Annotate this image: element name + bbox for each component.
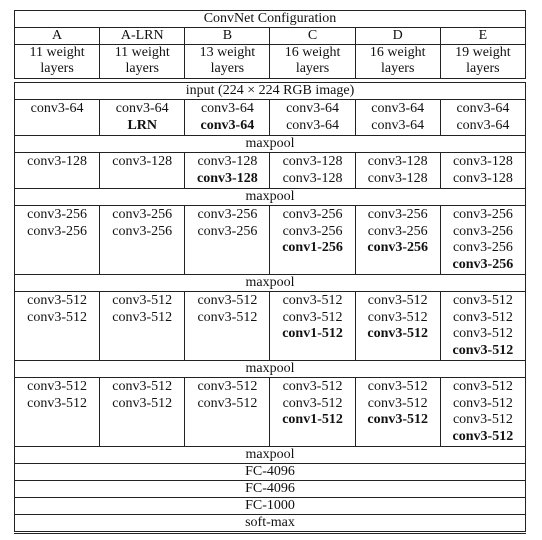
layer-name: conv3-512 [282, 395, 343, 411]
layer-name: conv3-512 [452, 326, 513, 341]
layer-name: conv3-256 [112, 207, 173, 222]
layer-name: conv1-512 [282, 326, 343, 341]
table-title: ConvNet Configuration [15, 11, 526, 28]
depth-line: layers [380, 61, 415, 76]
layer-cell [355, 378, 440, 447]
tail-layer: FC-1000 [15, 498, 526, 515]
layer-name: conv3-128 [452, 170, 513, 186]
layer-name: conv3-256 [452, 223, 513, 239]
layer-cell [15, 100, 100, 136]
layer-name: conv3-256 [452, 256, 514, 272]
title-row [15, 11, 526, 28]
maxpool-label: maxpool [15, 447, 526, 464]
layer-name: conv3-256 [282, 223, 343, 239]
stage-4-row [15, 292, 526, 361]
depth-cell [100, 45, 185, 79]
layer-name: conv3-128 [27, 154, 88, 169]
column-name: B [185, 28, 270, 45]
layer-name: conv3-512 [452, 395, 513, 411]
layer-name: conv3-512 [452, 428, 514, 444]
layer-name: conv3-128 [112, 154, 173, 169]
maxpool-label-row [15, 447, 526, 464]
layer-cell [355, 153, 440, 189]
layer-cell [15, 206, 100, 275]
depth-line: 13 weight [199, 45, 256, 60]
layer-cell [15, 292, 100, 361]
maxpool-label: maxpool [15, 275, 526, 292]
layer-name: conv3-256 [27, 207, 88, 222]
layer-name: conv3-512 [282, 379, 343, 394]
convnet-configuration-table [14, 10, 526, 534]
layer-name: conv3-512 [452, 309, 513, 325]
layer-name: conv3-256 [452, 240, 513, 255]
layer-cell [440, 206, 525, 275]
depth-line: 19 weight [455, 45, 511, 60]
layer-name: conv3-512 [282, 309, 343, 325]
layer-cell [440, 100, 525, 136]
layer-name: conv3-64 [200, 101, 254, 116]
depth-line: layers [125, 61, 159, 76]
layer-cell [100, 206, 185, 275]
column-name: E [440, 28, 525, 45]
stage-1-row [15, 100, 526, 136]
layer-name: conv3-512 [367, 309, 428, 325]
layer-name: conv3-64 [286, 101, 339, 116]
maxpool-label: maxpool [15, 361, 526, 378]
layer-name: conv1-512 [282, 412, 343, 427]
layer-name: conv3-512 [367, 412, 429, 427]
layer-name: conv3-512 [27, 395, 88, 411]
layer-name: conv3-512 [282, 293, 343, 308]
layer-name: conv3-512 [367, 293, 428, 308]
layer-name: conv3-256 [112, 223, 173, 239]
column-name: C [270, 28, 355, 45]
tail-layer-row [15, 464, 526, 481]
tail-layer: FC-4096 [15, 464, 526, 481]
layer-cell [185, 206, 270, 275]
layer-name: conv3-256 [367, 207, 428, 222]
column-name: A-LRN [100, 28, 185, 45]
layer-name: conv3-128 [282, 154, 343, 169]
layer-name: conv3-256 [452, 207, 513, 222]
layer-name: conv3-64 [115, 101, 169, 116]
layer-name: conv3-64 [200, 117, 255, 133]
layer-cell [100, 292, 185, 361]
tail-layer-row [15, 481, 526, 498]
depth-line: 11 weight [114, 45, 170, 60]
layer-name: conv3-64 [371, 117, 425, 133]
layer-cell [270, 153, 355, 189]
layer-cell [185, 153, 270, 189]
input-row-label: input (224 × 224 RGB image) [15, 83, 526, 100]
layer-name: conv3-256 [27, 223, 88, 239]
layer-name: conv3-128 [367, 154, 428, 169]
layer-name: LRN [127, 117, 158, 133]
layer-cell [270, 292, 355, 361]
depth-line: 11 weight [29, 45, 85, 60]
layer-name: conv3-512 [27, 309, 88, 325]
layer-name: conv3-512 [197, 293, 258, 308]
layer-name: conv3-512 [452, 412, 513, 427]
layer-cell [15, 378, 100, 447]
depth-line: layers [466, 61, 500, 76]
maxpool-label-row [15, 275, 526, 292]
layer-name: conv3-256 [197, 223, 258, 239]
depth-cell [440, 45, 525, 79]
input-row-label-row [15, 83, 526, 100]
layer-name: conv3-512 [452, 342, 514, 358]
layer-name: conv3-64 [371, 101, 425, 116]
layer-cell [15, 153, 100, 189]
depth-cell [185, 45, 270, 79]
column-name: A [15, 28, 100, 45]
maxpool-label-row [15, 361, 526, 378]
layer-name: conv3-256 [367, 223, 428, 239]
layer-cell [270, 206, 355, 275]
layer-cell [100, 100, 185, 136]
depth-line: 16 weight [369, 45, 426, 60]
depth-line: 16 weight [284, 45, 341, 60]
layer-cell [270, 100, 355, 136]
layer-name: conv3-512 [367, 395, 428, 411]
maxpool-label: maxpool [15, 189, 526, 206]
layer-cell [440, 153, 525, 189]
layer-cell [185, 100, 270, 136]
layer-name: conv3-512 [112, 293, 173, 308]
stage-3-row [15, 206, 526, 275]
tail-layer-row [15, 498, 526, 515]
layer-name: conv3-512 [27, 293, 88, 308]
table-body [15, 11, 526, 533]
layer-cell [100, 378, 185, 447]
layer-name: conv3-512 [112, 395, 173, 411]
depth-line: layers [40, 61, 74, 76]
layer-name: conv3-512 [197, 309, 258, 325]
layer-name: conv3-64 [30, 101, 84, 116]
depth-row [15, 45, 526, 79]
depth-line: layers [295, 61, 330, 76]
stage-5-row [15, 378, 526, 447]
layer-name: conv3-128 [282, 170, 343, 186]
layer-name: conv3-64 [456, 117, 510, 133]
layer-name: conv3-512 [452, 379, 513, 394]
layer-cell [185, 292, 270, 361]
tail-layer-row [15, 515, 526, 533]
layer-name: conv3-128 [367, 170, 428, 186]
layer-name: conv3-64 [456, 101, 510, 116]
layer-name: conv3-512 [197, 395, 258, 411]
tail-layer: FC-4096 [15, 481, 526, 498]
column-name: D [355, 28, 440, 45]
layer-name: conv3-512 [367, 326, 429, 341]
maxpool-label-row [15, 189, 526, 206]
stage-2-row [15, 153, 526, 189]
layer-name: conv3-256 [282, 207, 343, 222]
layer-cell [440, 292, 525, 361]
depth-line: layers [210, 61, 245, 76]
layer-name: conv3-512 [112, 309, 173, 325]
layer-cell [270, 378, 355, 447]
layer-name: conv3-512 [452, 293, 513, 308]
depth-cell [355, 45, 440, 79]
layer-cell [185, 378, 270, 447]
layer-cell [355, 206, 440, 275]
layer-name: conv3-64 [286, 117, 339, 133]
depth-cell [270, 45, 355, 79]
maxpool-label-row [15, 136, 526, 153]
column-name-row [15, 28, 526, 45]
layer-cell [355, 292, 440, 361]
layer-name: conv3-512 [27, 379, 88, 394]
layer-name: conv3-512 [367, 379, 428, 394]
layer-name: conv3-512 [112, 379, 173, 394]
depth-cell [15, 45, 100, 79]
layer-name: conv3-256 [367, 240, 429, 255]
layer-cell [355, 100, 440, 136]
layer-name: conv3-256 [197, 207, 258, 222]
layer-name: conv3-128 [197, 154, 258, 169]
layer-cell [440, 378, 525, 447]
layer-name: conv3-128 [197, 170, 258, 186]
layer-name: conv1-256 [282, 240, 343, 255]
tail-layer: soft-max [15, 515, 526, 533]
layer-name: conv3-512 [197, 379, 258, 394]
layer-name: conv3-128 [452, 154, 513, 169]
maxpool-label: maxpool [15, 136, 526, 153]
layer-cell [100, 153, 185, 189]
